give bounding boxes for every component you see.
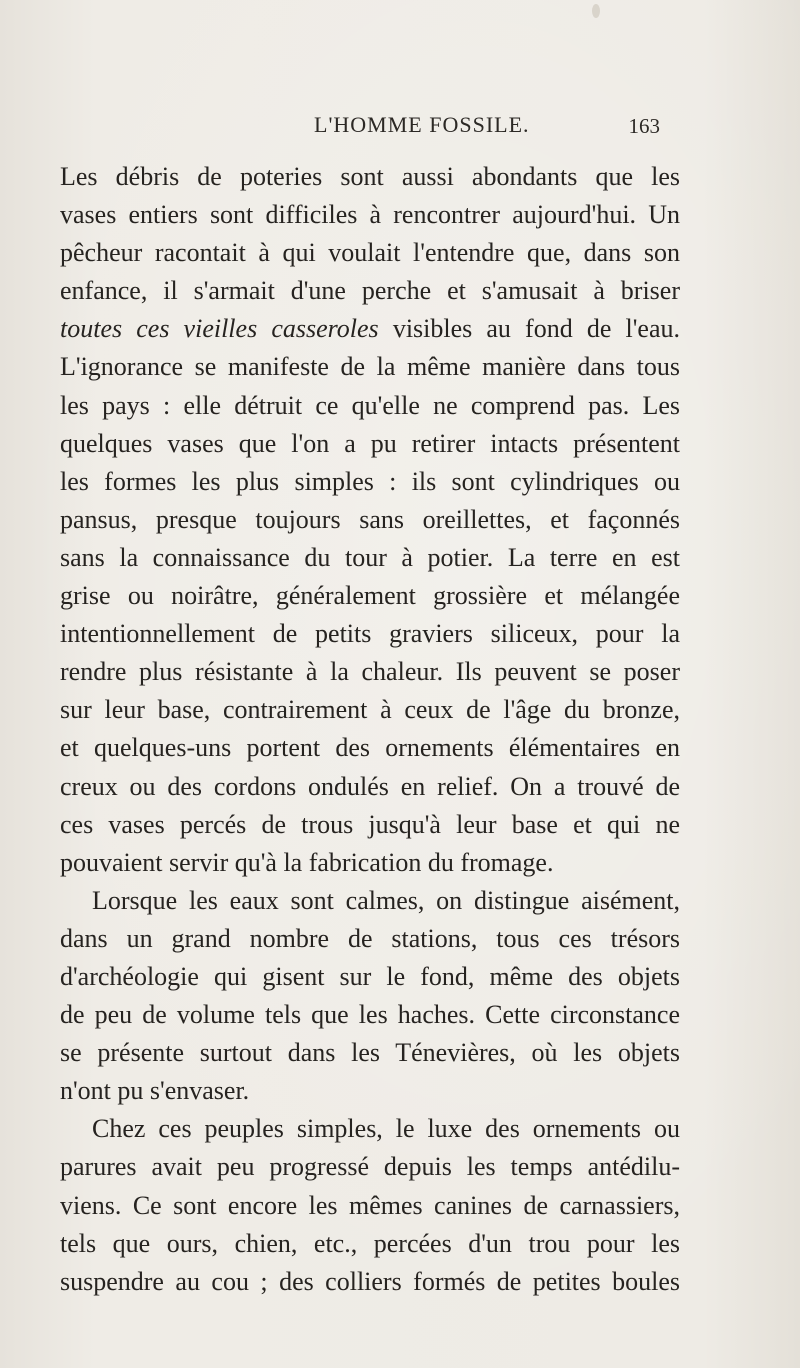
text-line: Les débris de poteries sont aussi abondants que les: [60, 162, 680, 191]
text-span: visibles au fond de l'eau.: [392, 314, 680, 344]
text-line: se présente surtout dans les Ténevières, où les objets: [60, 1038, 680, 1068]
text-line: les pays : elle détruit ce qu'elle ne comprend pas. Les: [60, 390, 680, 420]
text-line: creux ou des cordons ondulés en relief. On a trouvé de: [60, 771, 680, 801]
text-line: Chez ces peuples simples, le luxe des ornements ou: [92, 1114, 680, 1144]
text-line: rendre plus résistante à la chaleur. Ils peuvent se poser: [60, 657, 680, 687]
text-line: Lorsque les eaux sont calmes, on distingue aisément,: [92, 885, 680, 915]
page-number: 163: [628, 114, 660, 138]
text-line: les formes les plus simples : ils sont cylindriques ou: [60, 466, 680, 496]
text-line-mixed: [60, 310, 680, 348]
running-title: L'HOMME FOSSILE.: [314, 112, 530, 137]
text-line: pansus, presque toujours sans oreillettes, et façonnés: [60, 504, 680, 534]
italic-phrase: toutes ces vieilles casseroles: [60, 314, 379, 344]
text-line: parures avait peu progressé depuis les temps antédilu-: [60, 1152, 680, 1182]
text-line: intentionnellement de petits graviers siliceux, pour la: [60, 619, 680, 649]
text-line: grise ou noirâtre, généralement grossière et mélangée: [60, 581, 680, 611]
text-line: de peu de volume tels que les haches. Cette circonstance: [60, 1000, 680, 1030]
text-line: viens. Ce sont encore les mêmes canines de carnassiers,: [60, 1190, 680, 1220]
text-line: n'ont pu s'envaser.: [60, 1076, 250, 1106]
text-line: L'ignorance se manifeste de la même manière dans tous: [60, 352, 680, 382]
text-line: quelques vases que l'on a pu retirer intacts présentent: [60, 428, 680, 458]
text-line: ces vases percés de trous jusqu'à leur base et qui ne: [60, 809, 680, 839]
text-line: vases entiers sont difficiles à rencontrer aujourd'hui. Un: [60, 200, 680, 230]
text-line: tels que ours, chien, etc., percées d'un trou pour les: [60, 1228, 680, 1258]
text-line: dans un grand nombre de stations, tous ces trésors: [60, 923, 680, 953]
body-text: [60, 158, 680, 1301]
text-line: pouvaient servir qu'à la fabrication du fromage.: [60, 847, 554, 877]
text-line: d'archéologie qui gisent sur le fond, même des objets: [60, 961, 680, 991]
text-line: sur leur base, contrairement à ceux de l'âge du bronze,: [60, 695, 680, 725]
text-line: sans la connaissance du tour à potier. La terre en est: [60, 542, 680, 572]
text-line: et quelques-uns portent des ornements élémentaires en: [60, 733, 680, 763]
paper-spot: [592, 4, 600, 18]
text-line: enfance, il s'armait d'une perche et s'amusait à briser: [60, 276, 680, 306]
page-header: [60, 112, 660, 142]
text-line: suspendre au cou ; des colliers formés de petites boules: [60, 1266, 680, 1296]
text-line: pêcheur racontait à qui voulait l'entendre que, dans son: [60, 238, 680, 268]
